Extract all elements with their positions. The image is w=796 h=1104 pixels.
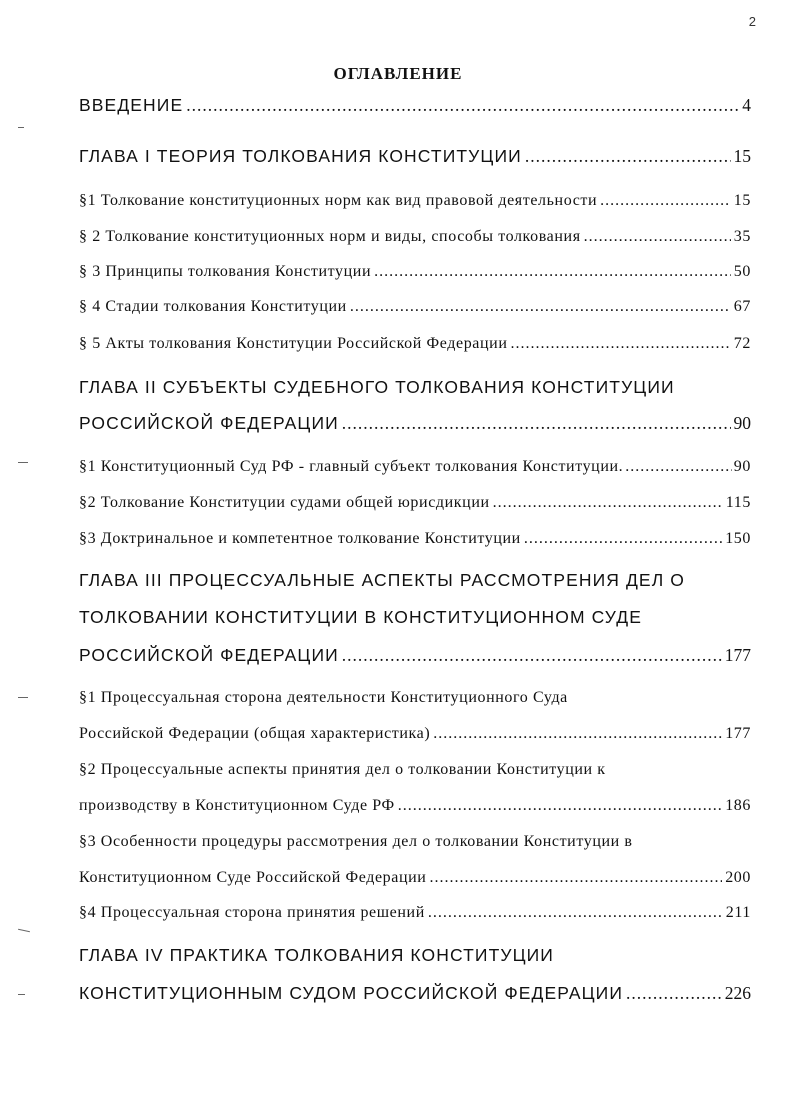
scan-mark <box>18 462 28 463</box>
toc-section-page: 150 <box>725 530 751 547</box>
dot-leader <box>525 146 731 167</box>
toc-section-text: §1 Конституционный Суд РФ - главный субъект толкования Конституции. <box>79 458 624 475</box>
toc-entry-page: 4 <box>742 95 751 115</box>
toc-section <box>79 263 751 281</box>
toc-section <box>79 797 751 815</box>
toc-section-line-1: §3 Особенности процедуры рассмотрения дел о толковании Конституции в <box>79 833 633 850</box>
dot-leader <box>342 413 731 434</box>
toc-chapter-1 <box>79 146 751 167</box>
toc-section <box>79 530 751 548</box>
toc-section-page: 115 <box>725 494 751 511</box>
toc-section-page: 211 <box>725 904 751 921</box>
toc-chapter-4 <box>79 983 751 1004</box>
dot-leader <box>510 335 730 353</box>
toc-section-text: §1 Толкование конституционных норм как вид правовой деятельности <box>79 192 598 209</box>
toc-section-page: 90 <box>733 458 751 475</box>
toc-section <box>79 904 751 922</box>
toc-chapter-3 <box>79 645 751 666</box>
toc-section <box>79 494 751 512</box>
toc-title: ОГЛАВЛЕНИЕ <box>333 64 463 83</box>
dot-leader <box>374 263 731 281</box>
toc-chapter-page: 15 <box>733 146 751 166</box>
scan-mark <box>18 697 28 698</box>
page-number: 2 <box>748 14 756 29</box>
dot-leader <box>584 228 731 246</box>
toc-section-page: 177 <box>725 725 751 742</box>
dot-leader <box>342 645 722 666</box>
dot-leader <box>186 95 739 116</box>
toc-chapter-3-title-line-1: ГЛАВА III ПРОЦЕССУАЛЬНЫЕ АСПЕКТЫ РАССМОТРЕНИЯ ДЕЛ О <box>79 570 685 590</box>
toc-section-page: 15 <box>733 192 751 209</box>
toc-section-page: 72 <box>733 335 751 352</box>
scan-mark <box>18 994 25 995</box>
toc-chapter-page: 177 <box>724 645 751 665</box>
toc-section <box>79 228 751 246</box>
toc-section-page: 35 <box>733 228 751 245</box>
toc-section-page: 200 <box>725 869 751 886</box>
dot-leader <box>493 494 723 512</box>
dot-leader <box>428 904 723 922</box>
toc-section-page: 50 <box>733 263 751 280</box>
toc-section-text: § 2 Толкование конституционных норм и виды, способы толкования <box>79 228 581 245</box>
dot-leader <box>625 458 732 476</box>
toc-section-text: Конституционном Суде Российской Федерации <box>79 869 427 886</box>
toc-section-text: производству в Конституционном Суде РФ <box>79 797 395 814</box>
toc-entry-introduction <box>79 95 751 116</box>
toc-section <box>79 298 751 316</box>
toc-chapter-page: 90 <box>733 413 751 433</box>
scan-mark <box>18 929 30 932</box>
toc-chapter-2 <box>79 413 751 434</box>
toc-section-text: §3 Доктринальное и компетентное толкование Конституции <box>79 530 521 547</box>
dot-leader <box>429 869 722 887</box>
toc-section-text: § 5 Акты толкования Конституции Российской Федерации <box>79 335 508 352</box>
toc-section-text: Российской Федерации (общая характеристика) <box>79 725 431 742</box>
dot-leader <box>524 530 722 548</box>
toc-chapter-4-title-line-1: ГЛАВА IV ПРАКТИКА ТОЛКОВАНИЯ КОНСТИТУЦИИ <box>79 945 554 965</box>
dot-leader <box>433 725 722 743</box>
toc-chapter-page: 226 <box>724 983 751 1003</box>
toc-entry-text: ВВЕДЕНИЕ <box>79 95 184 115</box>
dot-leader <box>350 298 731 316</box>
toc-chapter-title: РОССИЙСКОЙ ФЕДЕРАЦИИ <box>79 413 339 433</box>
toc-section-line-1: §2 Процессуальные аспекты принятия дел о толковании Конституции к <box>79 761 606 778</box>
toc-chapter-title: РОССИЙСКОЙ ФЕДЕРАЦИИ <box>79 645 339 665</box>
dot-leader <box>600 192 731 210</box>
toc-section-line-1: §1 Процессуальная сторона деятельности Конституционного Суда <box>79 689 568 706</box>
toc-section-text: §4 Процессуальная сторона принятия решений <box>79 904 425 921</box>
toc-section-page: 186 <box>725 797 751 814</box>
toc-chapter-title: КОНСТИТУЦИОННЫМ СУДОМ РОССИЙСКОЙ ФЕДЕРАЦИИ <box>79 983 624 1003</box>
toc-section-text: §2 Толкование Конституции судами общей юрисдикции <box>79 494 490 511</box>
scan-mark <box>18 127 24 128</box>
toc-section <box>79 335 751 353</box>
dot-leader <box>398 797 722 815</box>
toc-section <box>79 458 751 476</box>
toc-section-page: 67 <box>733 298 751 315</box>
toc-section-text: § 3 Принципы толкования Конституции <box>79 263 372 280</box>
dot-leader <box>626 983 722 1004</box>
toc-section-text: § 4 Стадии толкования Конституции <box>79 298 347 315</box>
toc-chapter-3-title-line-2: ТОЛКОВАНИИ КОНСТИТУЦИИ В КОНСТИТУЦИОННОМ СУДЕ <box>79 607 642 627</box>
toc-chapter-title: ГЛАВА I ТЕОРИЯ ТОЛКОВАНИЯ КОНСТИТУЦИИ <box>79 146 522 166</box>
toc-section <box>79 192 751 210</box>
toc-chapter-2-title-line-1: ГЛАВА II СУБЪЕКТЫ СУДЕБНОГО ТОЛКОВАНИЯ КОНСТИТУЦИИ <box>79 377 675 397</box>
toc-section <box>79 869 751 887</box>
toc-section <box>79 725 751 743</box>
